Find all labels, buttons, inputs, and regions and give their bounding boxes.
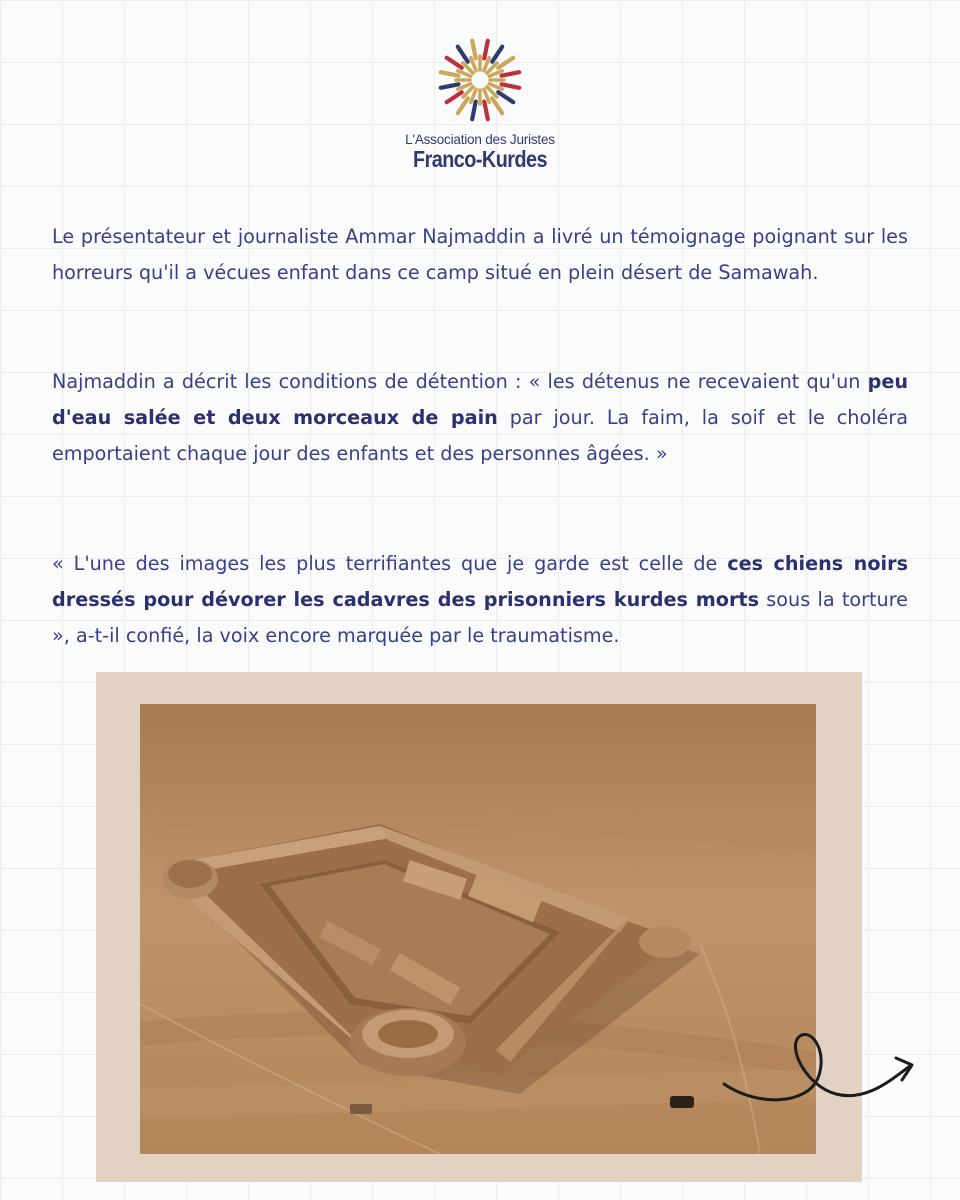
- sunburst-ray: [472, 41, 476, 59]
- sunburst-ray: [463, 63, 473, 73]
- logo-title: Franco-Kurdes: [413, 146, 547, 172]
- paragraph-conditions-text-a: Najmaddin a décrit les conditions de détention : « les détenus ne recevaient qu'un: [52, 370, 868, 393]
- sunburst-ray: [502, 84, 520, 88]
- sunburst-icon: [436, 36, 524, 124]
- sunburst-ray: [484, 41, 488, 59]
- paragraph-quote-text-a: « L'une des images les plus terrifiantes que je garde est celle de: [52, 552, 728, 575]
- sunburst-ray: [447, 58, 462, 68]
- logo-subtitle: L'Association des Juristes: [405, 132, 555, 147]
- sunburst-ray: [487, 63, 497, 73]
- swirl-arrow-icon: [716, 1022, 916, 1112]
- sunburst-ray: [492, 47, 502, 62]
- sunburst-ray: [498, 58, 513, 68]
- sunburst-ray: [463, 87, 473, 97]
- prison-aerial-photo: [140, 704, 816, 1154]
- sunburst-ray: [447, 92, 462, 102]
- paragraph-quote-bold: ces chiens noirs dressés pour dévorer les cadavres des prisonniers kurdes morts: [52, 552, 908, 611]
- logo: [380, 36, 580, 173]
- sunburst-ray: [441, 84, 459, 88]
- paragraph-conditions: [52, 364, 908, 472]
- sunburst-ray: [498, 92, 513, 102]
- sunburst-ray: [472, 102, 476, 120]
- sunburst-ray: [502, 72, 520, 76]
- paragraph-quote-text-b: sous la torture », a-t-il confié, la voix encore marquée par le traumatisme.: [52, 588, 908, 647]
- paragraph-conditions-bold: peu d'eau salée et deux morceaux de pain: [52, 370, 908, 429]
- sunburst-ray: [458, 47, 468, 62]
- sunburst-ray: [492, 98, 502, 113]
- paragraph-intro: Le présentateur et journaliste Ammar Najmaddin a livré un témoignage poignant sur les horreurs qu'il a vécues enfant dans ce camp situé en plein désert de Samawah.: [52, 225, 908, 284]
- sunburst-ray: [458, 98, 468, 113]
- paragraph-conditions-text-b: par jour. La faim, la soif et le choléra emportaient chaque jour des enfants et des personnes âgées. »: [52, 406, 908, 465]
- paragraph-quote: [52, 546, 908, 654]
- sunburst-ray: [487, 87, 497, 97]
- sunburst-ray: [484, 102, 488, 120]
- sunburst-ray: [441, 72, 459, 76]
